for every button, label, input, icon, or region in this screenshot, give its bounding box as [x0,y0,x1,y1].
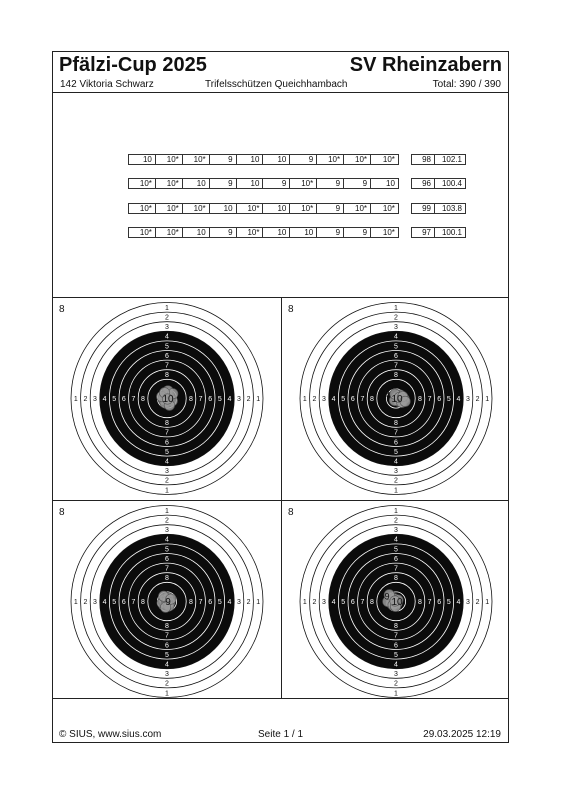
hit-score-label: 10 [391,394,403,405]
ring-number: 4 [165,333,169,341]
ring-number: 6 [121,396,126,404]
ring-number: 5 [217,599,222,607]
ring-number: 2 [312,599,317,607]
ring-number: 5 [165,448,169,456]
ring-number: 5 [112,599,117,607]
series-decimal-sum: 100.1 [441,228,462,237]
series-shots [128,178,399,189]
target-label: 8 [288,507,294,518]
ring-number: 7 [165,632,169,640]
shot-value: 10 [129,155,156,164]
shot-value: 10* [382,155,395,164]
shot-value: 10* [156,204,183,213]
series-sums [411,178,466,189]
ring-number: 3 [93,599,97,607]
competition-title: Pfälzi-Cup 2025 [59,54,207,76]
ring-number: 6 [121,599,126,607]
ring-number: 5 [394,448,398,456]
target-diagram [282,298,510,498]
ring-number: 8 [141,396,145,404]
shot-value: 10 [183,228,210,237]
series-decimal-sum: 100.4 [441,179,462,188]
ring-number: 7 [427,396,432,404]
hit-score-label: 9 [165,597,171,608]
ring-number: 6 [165,555,169,563]
ring-number: 3 [322,599,326,607]
ring-number: 4 [456,599,461,607]
ring-number: 7 [165,429,169,437]
ring-number: 3 [322,396,326,404]
shot-value: 10* [156,155,183,164]
shot-value: 9 [317,228,344,237]
ring-number: 3 [394,468,398,476]
ring-number: 5 [112,396,117,404]
series-sum: 99 [412,204,435,213]
ring-number: 3 [466,396,470,404]
ring-number: 2 [165,314,169,322]
ring-number: 1 [73,599,78,607]
shot-value: 10 [263,228,290,237]
ring-number: 2 [312,396,317,404]
ring-number: 5 [446,599,451,607]
shot-value: 10* [237,204,264,213]
ring-number: 3 [394,527,398,535]
shot-value: 10* [156,228,183,237]
ring-number: 3 [165,671,169,679]
shot-value: 10* [183,155,210,164]
ring-number: 4 [227,396,232,404]
ring-number: 1 [394,690,398,698]
ring-number: 3 [165,324,169,332]
ring-number: 7 [360,599,365,607]
ring-number: 4 [394,458,398,466]
header-divider [53,92,508,93]
shot-value: 10 [386,179,395,188]
series-sum: 96 [412,179,435,188]
ring-number: 1 [73,396,78,404]
ring-number: 8 [394,372,398,380]
ring-number: 2 [83,599,88,607]
shot-value: 10* [183,204,210,213]
ring-number: 7 [360,396,365,404]
shot-value: 10* [317,155,344,164]
ring-number: 7 [165,362,169,370]
shot-value: 10* [129,228,156,237]
ring-number: 4 [394,333,398,341]
ring-number: 2 [165,680,169,688]
ring-number: 1 [302,396,307,404]
shot-value: 9 [210,155,237,164]
ring-number: 1 [256,396,261,404]
ring-number: 2 [394,517,398,525]
ring-number: 8 [394,623,398,631]
ring-number: 6 [208,599,213,607]
ring-number: 7 [394,429,398,437]
ring-number: 3 [394,671,398,679]
ring-number: 8 [165,623,169,631]
shot-value: 10* [129,179,156,188]
ring-number: 5 [165,651,169,659]
ring-number: 2 [475,396,480,404]
ring-number: 8 [189,396,193,404]
series-decimal-sum: 102.1 [441,155,462,164]
ring-number: 7 [165,565,169,573]
shot-value: 10 [237,155,264,164]
shot-value: 9 [344,228,371,237]
ring-number: 4 [331,396,336,404]
shot-value: 9 [263,179,290,188]
shooter-club: Trifelsschützen Queichhambach [205,79,348,90]
footer-copyright: © SIUS, www.sius.com [59,729,162,740]
ring-number: 7 [131,396,136,404]
ring-number: 7 [198,396,203,404]
ring-number: 1 [165,304,169,312]
ring-number: 5 [394,343,398,351]
ring-number: 2 [394,314,398,322]
ring-number: 4 [456,396,461,404]
target-diagram [282,501,510,701]
shot-value: 10 [237,179,264,188]
ring-number: 4 [102,599,107,607]
total-score: Total: 390 / 390 [432,79,501,90]
ring-number: 1 [485,599,490,607]
ring-number: 8 [141,599,145,607]
ring-number: 5 [394,651,398,659]
ring-number: 8 [394,420,398,428]
shot-value: 9 [210,228,237,237]
ring-number: 1 [256,599,261,607]
ring-number: 8 [165,372,169,380]
target-diagram [53,298,281,498]
ring-number: 4 [394,536,398,544]
ring-number: 6 [165,642,169,650]
shot-value: 9 [290,155,317,164]
ring-number: 1 [485,396,490,404]
ring-number: 4 [394,661,398,669]
ring-number: 8 [418,396,422,404]
shot-value: 9 [317,204,344,213]
ring-number: 5 [341,396,346,404]
series-sums [411,154,466,165]
shot-value: 10 [263,155,290,164]
ring-number: 8 [370,599,374,607]
ring-number: 8 [370,396,374,404]
ring-number: 2 [475,599,480,607]
ring-number: 6 [394,555,398,563]
ring-number: 7 [198,599,203,607]
series-shots [128,203,399,214]
ring-number: 3 [237,599,241,607]
shot-value: 10* [382,204,395,213]
footer-datetime: 29.03.2025 12:19 [423,729,501,740]
ring-number: 1 [394,304,398,312]
ring-number: 1 [165,690,169,698]
shot-value: 10* [382,228,395,237]
target-diagram [53,501,281,701]
club-title: SV Rheinzabern [349,54,502,76]
ring-number: 5 [217,396,222,404]
ring-number: 4 [165,536,169,544]
ring-number: 6 [394,642,398,650]
ring-number: 6 [394,352,398,360]
ring-number: 2 [165,517,169,525]
ring-number: 7 [394,565,398,573]
ring-number: 2 [246,599,251,607]
shot-value: 10 [290,228,317,237]
series-sums [411,227,466,238]
ring-number: 4 [102,396,107,404]
ring-number: 4 [165,458,169,466]
ring-number: 5 [165,343,169,351]
shot-value: 10* [290,179,317,188]
ring-number: 2 [83,396,88,404]
series-decimal-sum: 103.8 [441,204,462,213]
ring-number: 3 [165,527,169,535]
ring-number: 3 [466,599,470,607]
ring-number: 2 [165,477,169,485]
ring-number: 3 [93,396,97,404]
ring-number: 3 [237,396,241,404]
ring-number: 2 [246,396,251,404]
ring-number: 2 [394,477,398,485]
ring-number: 5 [165,546,169,554]
series-sum: 98 [412,155,435,164]
ring-number: 7 [131,599,136,607]
shot-value: 9 [317,179,344,188]
shot-value: 9 [344,179,371,188]
ring-number: 8 [165,420,169,428]
series-shots [128,227,399,238]
shot-value: 10* [129,204,156,213]
hit-score-label: 10 [391,597,403,608]
footer-page-number: Seite 1 / 1 [258,729,304,740]
shot-value: 10* [156,179,183,188]
shot-value: 10* [290,204,317,213]
shot-value: 10 [263,204,290,213]
ring-number: 4 [331,599,336,607]
ring-number: 6 [437,396,442,404]
target-label: 8 [59,304,65,315]
ring-number: 6 [437,599,442,607]
ring-number: 5 [446,396,451,404]
ring-number: 8 [418,599,422,607]
shot-value: 10 [183,179,210,188]
ring-number: 8 [189,599,193,607]
score-sheet [52,51,509,743]
hit-score-label: 10 [162,394,174,405]
ring-number: 6 [165,352,169,360]
hit-score-label: 9 [384,591,390,602]
ring-number: 6 [350,396,355,404]
ring-number: 8 [394,575,398,583]
ring-number: 1 [165,487,169,495]
ring-number: 7 [394,632,398,640]
shot-value: 10* [237,228,264,237]
ring-number: 5 [394,546,398,554]
ring-number: 6 [208,396,213,404]
ring-number: 6 [394,439,398,447]
shooter-name: 142 Viktoria Schwarz [60,79,154,90]
target-label: 8 [59,507,65,518]
ring-number: 8 [165,575,169,583]
series-shots [128,154,399,165]
shot-value: 10* [344,204,371,213]
ring-number: 1 [394,507,398,515]
ring-number: 2 [394,680,398,688]
ring-number: 3 [394,324,398,332]
ring-number: 4 [165,661,169,669]
shot-value: 10 [210,204,237,213]
ring-number: 7 [394,362,398,370]
series-sum: 97 [412,228,435,237]
shot-value: 10* [344,155,371,164]
ring-number: 5 [341,599,346,607]
ring-number: 7 [427,599,432,607]
ring-number: 1 [165,507,169,515]
ring-number: 6 [350,599,355,607]
ring-number: 6 [165,439,169,447]
ring-number: 3 [165,468,169,476]
shot-value: 9 [210,179,237,188]
ring-number: 1 [302,599,307,607]
ring-number: 4 [227,599,232,607]
ring-number: 1 [394,487,398,495]
hit-score-label: 9 [384,388,390,399]
series-sums [411,203,466,214]
target-label: 8 [288,304,294,315]
